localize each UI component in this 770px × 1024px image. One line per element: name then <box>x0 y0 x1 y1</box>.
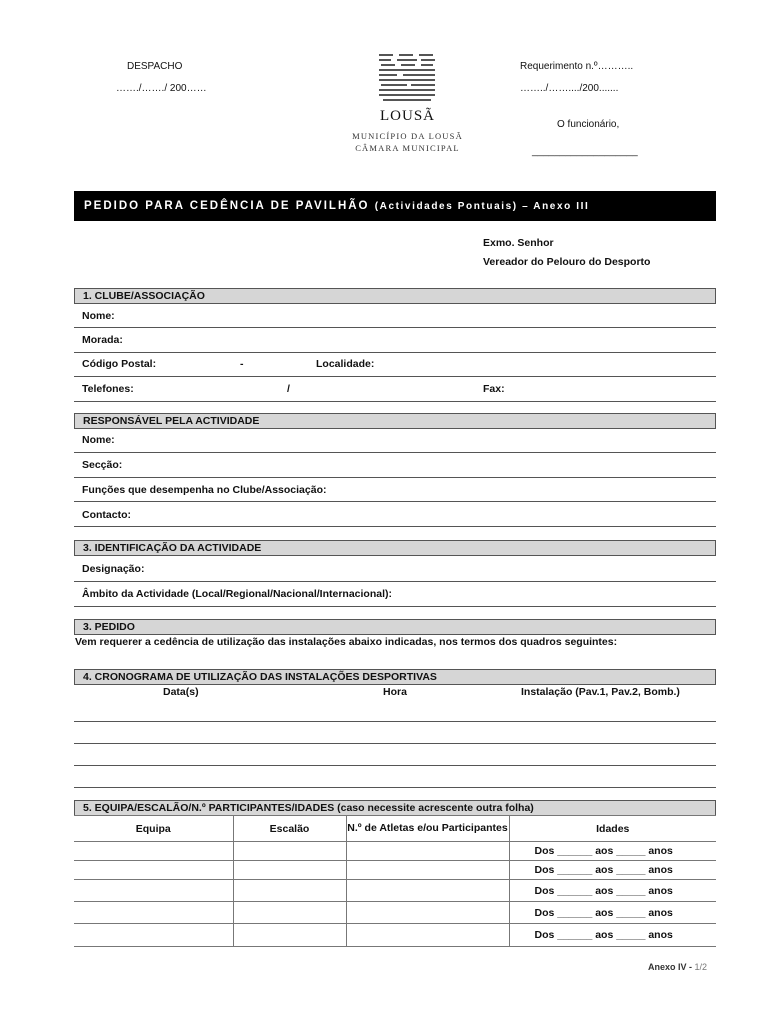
equipa-cell[interactable] <box>74 861 233 880</box>
section-equipa-header: 5. EQUIPA/ESCALÃO/N.º PARTICIPANTES/IDADES (caso necessite acrescente outra folha) <box>74 800 716 816</box>
escalao-cell[interactable] <box>233 861 346 880</box>
table-row <box>74 880 716 902</box>
cronograma-row[interactable] <box>74 787 716 788</box>
atletas-cell[interactable] <box>346 924 509 947</box>
idades-cell[interactable]: Dos ______ aos _____ anos <box>509 842 716 861</box>
table-row <box>74 924 716 947</box>
clube-morada-field[interactable] <box>74 352 716 353</box>
telefones-field[interactable] <box>74 401 716 402</box>
localidade-label: Localidade: <box>316 358 375 370</box>
idades-cell[interactable]: Dos ______ aos _____ anos <box>509 902 716 924</box>
responsavel-nome-label: Nome: <box>82 434 115 446</box>
equipa-cell[interactable] <box>74 880 233 902</box>
logo-line2: CÂMARA MUNICIPAL <box>355 143 460 153</box>
table-row <box>74 902 716 924</box>
atletas-cell[interactable] <box>346 880 509 902</box>
telefones-label: Telefones: <box>82 383 134 395</box>
footer-page: 1/2 <box>694 962 708 972</box>
escalao-cell[interactable] <box>233 924 346 947</box>
col-escalao: Escalão <box>233 816 346 842</box>
contacto-label: Contacto: <box>82 509 131 521</box>
escalao-cell[interactable] <box>233 842 346 861</box>
footer-annex: Anexo IV - <box>648 962 693 972</box>
atletas-cell[interactable] <box>346 861 509 880</box>
cronograma-row[interactable] <box>74 743 716 744</box>
clube-nome-field[interactable] <box>74 327 716 328</box>
addressee-line2: Vereador do Pelouro do Desporto <box>483 256 651 268</box>
section-identificacao-header: 3. IDENTIFICAÇÃO DA ACTIVIDADE <box>74 540 716 556</box>
funcoes-label: Funções que desempenha no Clube/Associação: <box>82 484 327 496</box>
requerimento-label: Requerimento n.º……….. <box>520 61 634 72</box>
addressee-line1: Exmo. Senhor <box>483 237 554 249</box>
funcoes-field[interactable] <box>74 501 716 502</box>
col-idades: Idades <box>509 816 716 842</box>
atletas-cell[interactable] <box>346 902 509 924</box>
col-atletas: N.º de Atletas e/ou Participantes <box>346 816 509 842</box>
ambito-label: Âmbito da Actividade (Local/Regional/Nacional/Internacional): <box>82 588 392 600</box>
responsavel-nome-field[interactable] <box>74 452 716 453</box>
codigo-postal-dash: - <box>240 358 244 370</box>
cronograma-col-hora: Hora <box>383 686 407 698</box>
contacto-field[interactable] <box>74 526 716 527</box>
escalao-cell[interactable] <box>233 880 346 902</box>
ambito-field[interactable] <box>74 606 716 607</box>
telefones-slash: / <box>287 383 290 395</box>
table-row <box>74 842 716 861</box>
equipa-cell[interactable] <box>74 902 233 924</box>
clube-nome-label: Nome: <box>82 310 115 322</box>
pedido-text: Vem requerer a cedência de utilização das instalações abaixo indicadas, nos termos dos quadros seguintes: <box>75 636 618 648</box>
section-clube-header: 1. CLUBE/ASSOCIAÇÃO <box>74 288 716 304</box>
equipa-table <box>74 815 716 947</box>
atletas-cell[interactable] <box>346 842 509 861</box>
designacao-field[interactable] <box>74 581 716 582</box>
section-responsavel-header: RESPONSÁVEL PELA ACTIVIDADE <box>74 413 716 429</box>
logo-name: LOUSÃ <box>380 108 436 124</box>
idades-cell[interactable]: Dos ______ aos _____ anos <box>509 924 716 947</box>
cronograma-row[interactable] <box>74 721 716 722</box>
form-title-sub: (Actividades Pontuais) – Anexo III <box>374 201 590 212</box>
idades-cell[interactable]: Dos ______ aos _____ anos <box>509 880 716 902</box>
equipa-table-header <box>74 816 716 842</box>
designacao-label: Designação: <box>82 563 145 575</box>
escalao-cell[interactable] <box>233 902 346 924</box>
logo-line1: MUNICÍPIO DA LOUSÃ <box>352 131 463 141</box>
idades-cell[interactable]: Dos ______ aos _____ anos <box>509 861 716 880</box>
codigo-postal-label: Código Postal: <box>82 358 157 370</box>
col-equipa: Equipa <box>74 816 233 842</box>
form-title-main: PEDIDO PARA CEDÊNCIA DE PAVILHÃO <box>84 200 370 212</box>
fax-label: Fax: <box>483 383 505 395</box>
funcionario-signature-line: ___________________ <box>532 146 638 157</box>
section-pedido-header: 3. PEDIDO <box>74 619 716 635</box>
seccao-label: Secção: <box>82 459 123 471</box>
equipa-cell[interactable] <box>74 842 233 861</box>
cronograma-col-instalacao: Instalação (Pav.1, Pav.2, Bomb.) <box>521 686 680 698</box>
cronograma-row[interactable] <box>74 765 716 766</box>
funcionario-label: O funcionário, <box>557 119 620 130</box>
codigo-postal-field[interactable] <box>74 376 716 377</box>
equipa-cell[interactable] <box>74 924 233 947</box>
despacho-date: ……./……./ 200…… <box>116 83 207 94</box>
requerimento-date: ……../……..../200....... <box>520 83 619 94</box>
table-row <box>74 861 716 880</box>
seccao-field[interactable] <box>74 477 716 478</box>
form-title <box>74 191 716 221</box>
despacho-label: DESPACHO <box>127 61 183 72</box>
footer-page-info <box>648 962 707 972</box>
section-cronograma-header: 4. CRONOGRAMA DE UTILIZAÇÃO DAS INSTALAÇÕES DESPORTIVAS <box>74 669 716 685</box>
lousa-logo-icon <box>377 52 441 102</box>
cronograma-col-datas: Data(s) <box>163 686 199 698</box>
clube-morada-label: Morada: <box>82 334 123 346</box>
